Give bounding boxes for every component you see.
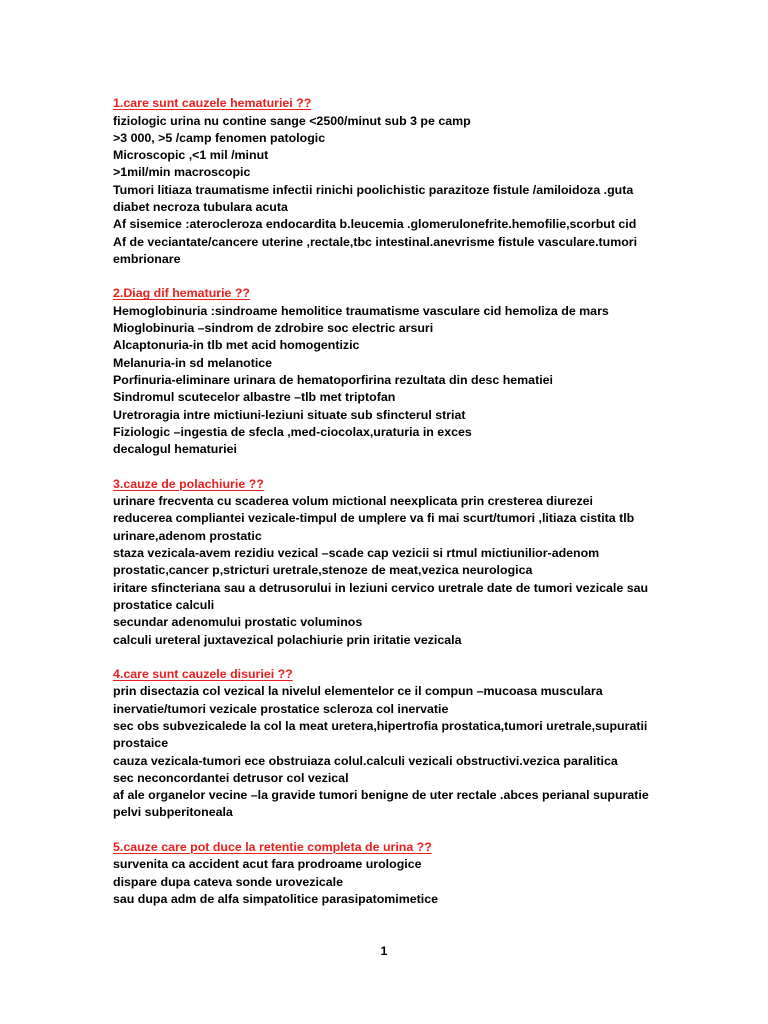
- section-heading: 5.cauze care pot duce la retentie completa de urina ??: [113, 839, 432, 854]
- text-line: iritare sfincteriana sau a detrusorului in leziuni cervico uretrale date de tumori vezicale sau prostatice calculi: [113, 580, 649, 612]
- text-line: Mioglobinuria –sindrom de zdrobire soc electric arsuri: [113, 321, 434, 336]
- text-line: Uretroragia intre mictiuni-leziuni situate sub sfincterul striat: [113, 407, 466, 422]
- text-line: sec neconcordantei detrusor col vezical: [113, 770, 349, 785]
- text-line: urinare frecventa cu scaderea volum mictional neexplicata prin cresterea diurezei: [113, 494, 593, 509]
- document-body: [113, 95, 661, 925]
- section-pollakiuria-causes: [113, 476, 661, 649]
- section-urinary-retention-causes: [113, 839, 661, 908]
- text-line: >1mil/min macroscopic: [113, 165, 251, 180]
- text-line: calculi ureteral juxtavezical polachiurie prin iritatie vezicala: [113, 632, 462, 647]
- text-line: >3 000, >5 /camp fenomen patologic: [113, 130, 326, 145]
- text-line: Alcaptonuria-in tlb met acid homogentizic: [113, 338, 360, 353]
- text-line: Af de veciantate/cancere uterine ,rectale,tbc intestinal.anevrisme fistule vasculare.tumori embrionare: [113, 234, 638, 266]
- text-line: sau dupa adm de alfa simpatolitice parasipatomimetice: [113, 891, 439, 906]
- text-line: reducerea compliantei vezicale-timpul de umplere va fi mai scurt/tumori ,litiaza cistita tlb urinare,adenom prostatic: [113, 511, 635, 543]
- text-line: prin disectazia col vezical la nivelul elementelor ce il compun –mucoasa musculara inervatie/tumori vezicale prostatice scleroza col inervatie: [113, 684, 603, 716]
- section-heading: 2.Diag dif hematurie ??: [113, 286, 251, 301]
- text-line: survenita ca accident acut fara prodroame urologice: [113, 857, 422, 872]
- section-hematuria-causes: [113, 95, 661, 268]
- text-line: Sindromul scutecelor albastre –tlb met triptofan: [113, 390, 396, 405]
- text-line: Melanuria-in sd melanotice: [113, 355, 273, 370]
- text-line: af ale organelor vecine –la gravide tumori benigne de uter rectale .abces perianal supuratie pelvi subperitoneala: [113, 788, 649, 820]
- text-line: Microscopic ,<1 mil /minut: [113, 148, 269, 163]
- section-heading: 4.care sunt cauzele disuriei ??: [113, 666, 293, 681]
- text-line: fiziologic urina nu contine sange <2500/minut sub 3 pe camp: [113, 113, 471, 128]
- text-line: sec obs subvezicalede la col la meat uretera,hipertrofia prostatica,tumori uretrale,supuratii prostaice: [113, 718, 648, 751]
- text-line: Porfinuria-eliminare urinara de hematoporfirina rezultata din desc hematiei: [113, 373, 553, 388]
- text-line: Af sisemice :aterocleroza endocardita b.leucemia .glomerulonefrite.hemofilie,scorbut cid: [113, 217, 637, 232]
- text-line: decalogul hematuriei: [113, 442, 237, 457]
- text-line: cauza vezicala-tumori ece obstruiaza colul.calculi vezicali obstructivi.vezica paralitica: [113, 753, 618, 768]
- section-heading: 1.care sunt cauzele hematuriei ??: [113, 96, 312, 110]
- section-hematuria-differential: [113, 285, 661, 458]
- text-line: Hemoglobinuria :sindroame hemolitice traumatisme vasculare cid hemoliza de mars: [113, 303, 609, 318]
- text-line: secundar adenomului prostatic voluminos: [113, 615, 363, 630]
- page-number: 1: [380, 944, 388, 958]
- section-heading: 3.cauze de polachiurie ??: [113, 476, 264, 491]
- text-line: dispare dupa cateva sonde urovezicale: [113, 874, 344, 889]
- text-line: staza vezicala-avem rezidiu vezical –scade cap vezicii si rtmul mictiunilior-adenom prostatic,cancer p,stricturi uretrale,stenoze de meat,vezica neurologica: [113, 546, 600, 578]
- text-line: Tumori litiaza traumatisme infectii rinichi poolichistic parazitoze fistule /amiloidoza .guta diabet necroza tubulara acuta: [113, 182, 634, 215]
- section-dysuria-causes: [113, 666, 661, 822]
- text-line: Fiziologic –ingestia de sfecla ,med-ciocolax,uraturia in exces: [113, 424, 472, 439]
